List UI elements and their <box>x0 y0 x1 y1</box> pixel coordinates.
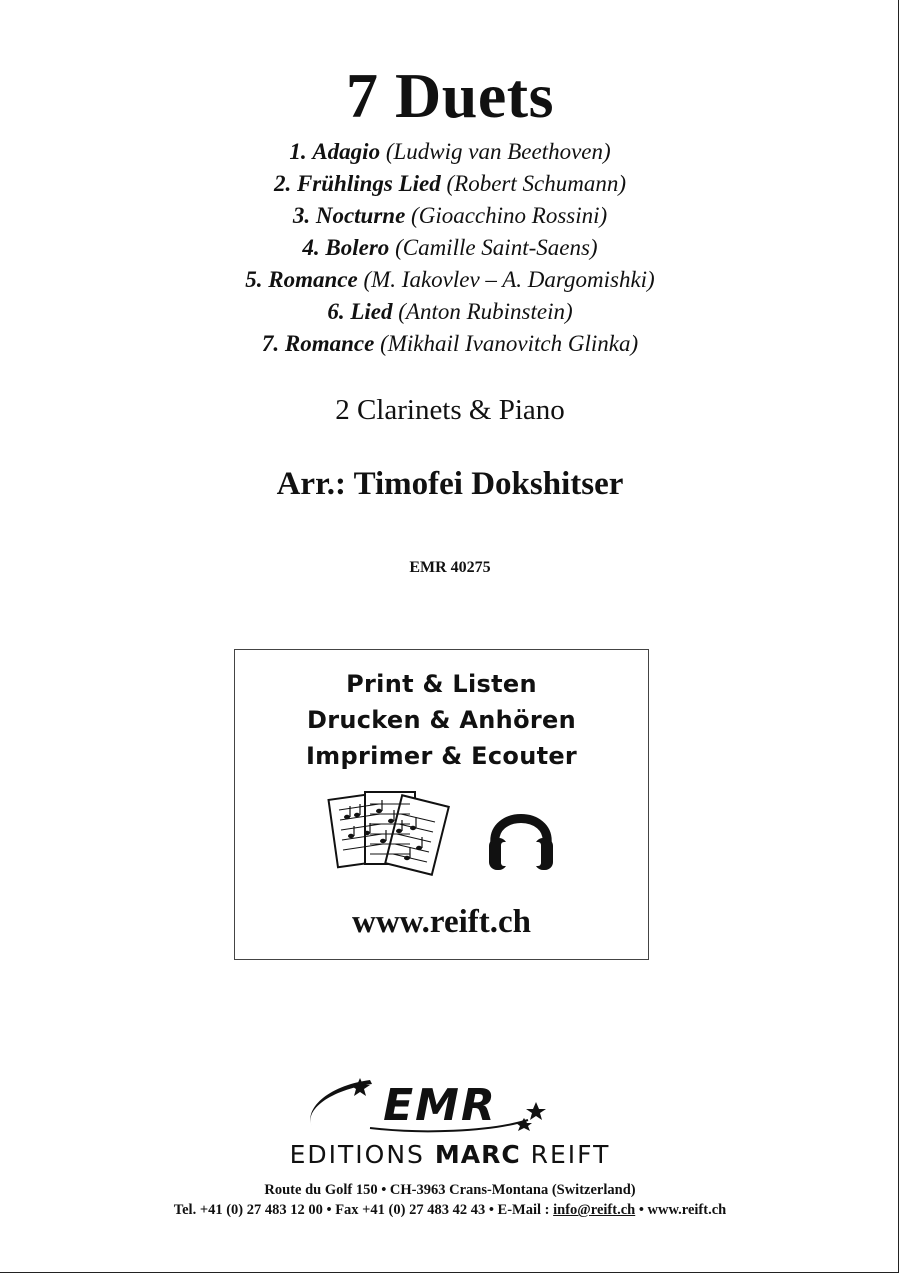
piece-list <box>0 136 900 360</box>
piece-item <box>0 168 900 200</box>
piece-name: Romance <box>284 331 375 356</box>
email-link[interactable]: info@reift.ch <box>553 1202 636 1218</box>
piece-composer: (Camille Saint-Saens) <box>395 235 598 260</box>
piece-composer: (Mikhail Ivanovitch Glinka) <box>380 331 639 356</box>
piece-number: 2. <box>273 171 292 196</box>
publisher-name-part: REIFT <box>520 1140 611 1169</box>
piece-name: Frühlings Lied <box>296 171 441 196</box>
piece-composer: (Robert Schumann) <box>446 171 627 196</box>
sheet-music-icon <box>327 786 451 882</box>
contact-website: • www.reift.ch <box>635 1202 727 1218</box>
promo-line-english: Print & Listen <box>346 670 537 698</box>
piece-item <box>0 200 900 232</box>
piece-name: Adagio <box>312 139 381 164</box>
headphones-icon <box>485 796 557 876</box>
piece-item <box>0 232 900 264</box>
piece-composer: (Ludwig van Beethoven) <box>385 139 611 164</box>
arranger: Arr.: Timofei Dokshitser <box>276 466 624 502</box>
contact-phone-fax: Tel. +41 (0) 27 483 12 00 • Fax +41 (0) 27 483 42 43 • E-Mail : <box>173 1202 554 1218</box>
emr-logo <box>300 1074 580 1136</box>
piece-number: 5. <box>245 267 263 292</box>
piece-composer: (Anton Rubinstein) <box>398 299 573 324</box>
catalog-number: EMR 40275 <box>409 559 491 576</box>
piece-name: Lied <box>350 299 393 324</box>
piece-number: 6. <box>327 299 345 324</box>
publisher-contact <box>0 1200 900 1220</box>
piece-name: Bolero <box>325 235 390 260</box>
piece-name: Romance <box>268 267 358 292</box>
promo-line-french: Imprimer & Ecouter <box>305 742 578 770</box>
piece-item <box>0 136 900 168</box>
piece-composer: (M. Iakovlev – A. Dargomishki) <box>363 267 655 292</box>
piece-item <box>0 264 900 296</box>
piece-number: 3. <box>292 203 311 228</box>
piece-name: Nocturne <box>315 203 406 228</box>
print-listen-box <box>234 649 649 960</box>
emr-logo-text: EMR <box>383 1080 497 1131</box>
promo-text <box>235 666 648 774</box>
instrumentation: 2 Clarinets & Piano <box>335 394 565 426</box>
piece-item <box>0 328 900 360</box>
publisher-address: Route du Golf 150 • CH-3963 Crans-Montana (Switzerland) <box>264 1182 636 1198</box>
page-title: 7 Duets <box>346 60 554 131</box>
promo-url: www.reift.ch <box>351 904 532 940</box>
publisher-name-part: EDITIONS <box>289 1140 435 1169</box>
piece-composer: (Gioacchino Rossini) <box>411 203 608 228</box>
piece-number: 1. <box>289 139 307 164</box>
piece-number: 7. <box>261 331 280 356</box>
publisher-name-part: MARC <box>434 1140 521 1169</box>
promo-line-german: Drucken & Anhören <box>307 706 576 734</box>
publisher-name <box>0 1140 900 1170</box>
piece-number: 4. <box>302 235 320 260</box>
piece-item <box>0 296 900 328</box>
